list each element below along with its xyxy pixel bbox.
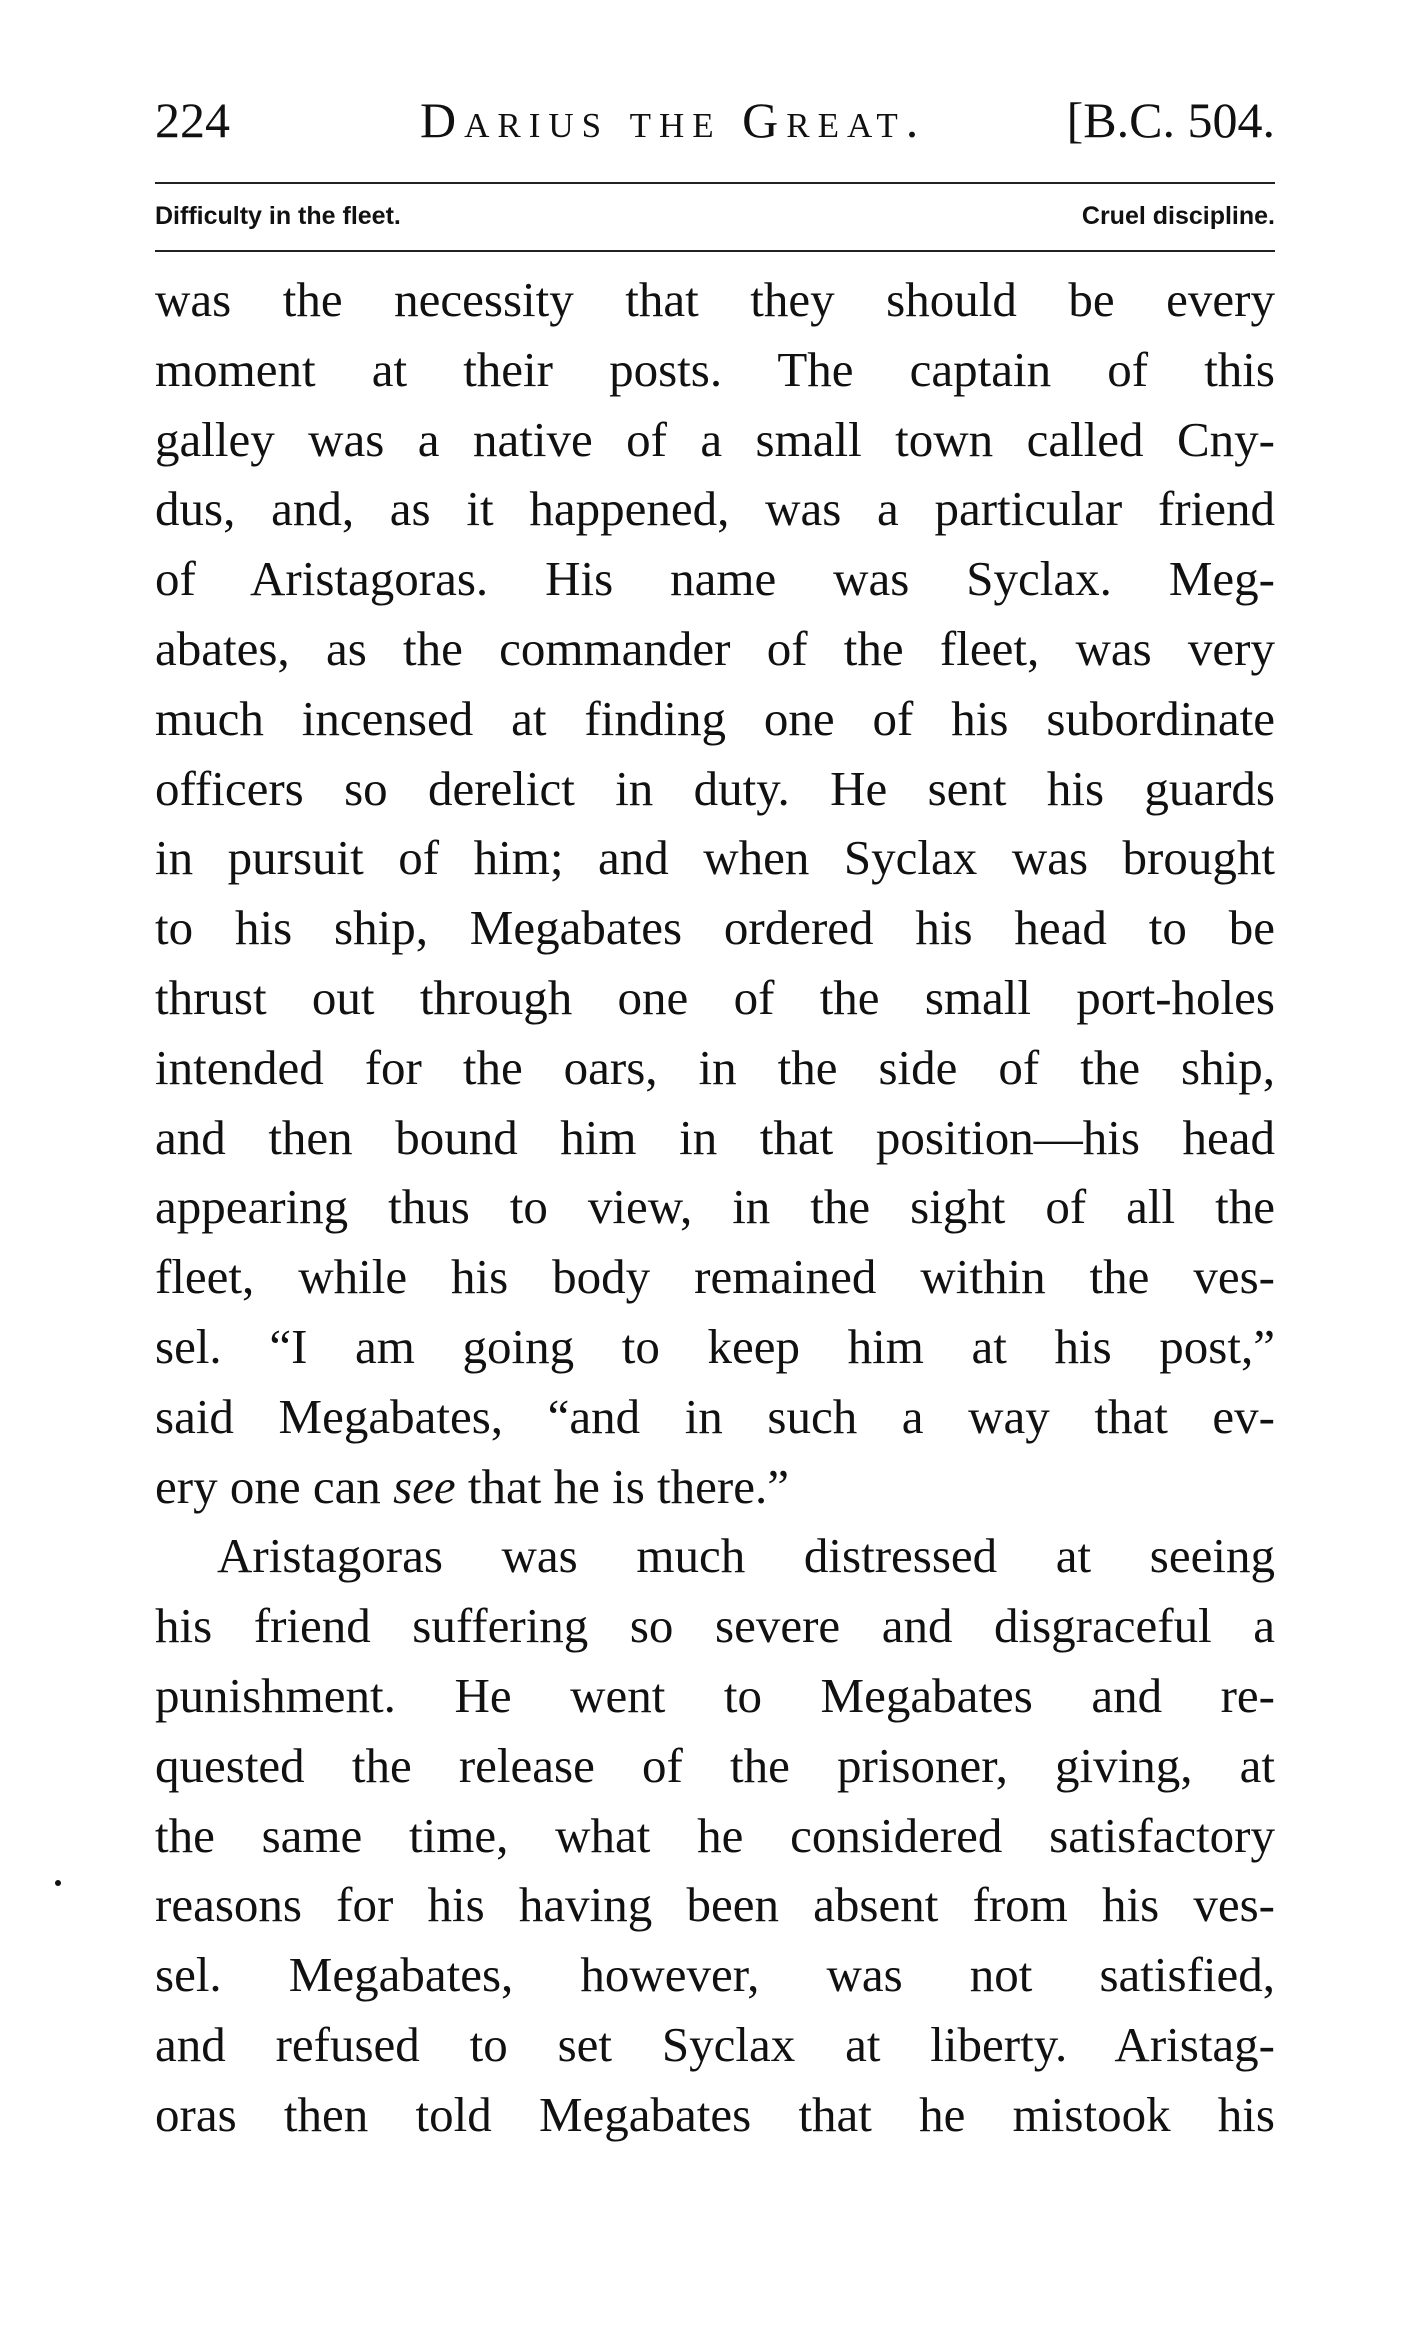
subhead-left: Difficulty in the fleet. bbox=[155, 202, 401, 230]
header-rule-bottom bbox=[155, 250, 1275, 252]
line-end: that he is there.” bbox=[467, 1458, 789, 1514]
subhead-right: Cruel discipline. bbox=[1081, 202, 1275, 230]
text-line: galley was a native of a small town called Cny- bbox=[155, 411, 1275, 467]
text-line: appearing thus to view, in the sight of all the bbox=[155, 1179, 1275, 1235]
text-line: and then bound him in that position—his head bbox=[155, 1109, 1275, 1165]
text-line: thrust out through one of the small port-holes bbox=[155, 969, 1275, 1025]
italic-word: see bbox=[393, 1458, 456, 1514]
text-line: intended for the oars, in the side of the ship, bbox=[155, 1039, 1275, 1095]
text-line: dus, and, as it happened, was a particular friend bbox=[155, 481, 1275, 537]
text-line: reasons for his having been absent from his ves- bbox=[155, 1877, 1275, 1933]
header-rule-top bbox=[155, 182, 1275, 184]
text-line: his friend suffering so severe and disgraceful a bbox=[155, 1598, 1275, 1654]
line-start: ery one can bbox=[155, 1458, 381, 1514]
text-line: and refused to set Syclax at liberty. Aristag- bbox=[155, 2016, 1275, 2072]
page-number: 224 bbox=[155, 92, 230, 148]
date-range: [B.C. 504. bbox=[1066, 92, 1275, 148]
text-line: to his ship, Megabates ordered his head to be bbox=[155, 900, 1275, 956]
text-line: quested the release of the prisoner, giving, at bbox=[155, 1737, 1275, 1793]
text-line: said Megabates, “and in such a way that ev- bbox=[155, 1388, 1275, 1444]
book-page bbox=[155, 80, 1275, 2280]
text-line: the same time, what he considered satisfactory bbox=[155, 1807, 1275, 1863]
text-line: fleet, while his body remained within the ves- bbox=[155, 1249, 1275, 1305]
body-text bbox=[155, 265, 1275, 2150]
text-line: oras then told Megabates that he mistook his bbox=[155, 2086, 1275, 2142]
text-line: officers so derelict in duty. He sent his guards bbox=[155, 760, 1275, 816]
text-line: abates, as the commander of the fleet, was very bbox=[155, 620, 1275, 676]
book-title: Darius the Great. bbox=[420, 92, 927, 148]
text-line: of Aristagoras. His name was Syclax. Meg- bbox=[155, 551, 1275, 607]
paragraph-start-line: Aristagoras was much distressed at seeing bbox=[217, 1528, 1275, 1584]
stray-ink-dot bbox=[55, 1880, 61, 1886]
paragraph-end-line bbox=[155, 1452, 1275, 1522]
text-line: punishment. He went to Megabates and re- bbox=[155, 1667, 1275, 1723]
text-line: sel. “I am going to keep him at his post,” bbox=[155, 1318, 1275, 1374]
margin-subheads bbox=[155, 194, 1275, 238]
text-line: was the necessity that they should be every bbox=[155, 272, 1275, 327]
text-line: much incensed at finding one of his subordinate bbox=[155, 690, 1275, 746]
text-line: moment at their posts. The captain of this bbox=[155, 341, 1275, 397]
text-line: in pursuit of him; and when Syclax was brought bbox=[155, 830, 1275, 886]
text-line: sel. Megabates, however, was not satisfied, bbox=[155, 1947, 1275, 2003]
running-head bbox=[155, 80, 1275, 160]
